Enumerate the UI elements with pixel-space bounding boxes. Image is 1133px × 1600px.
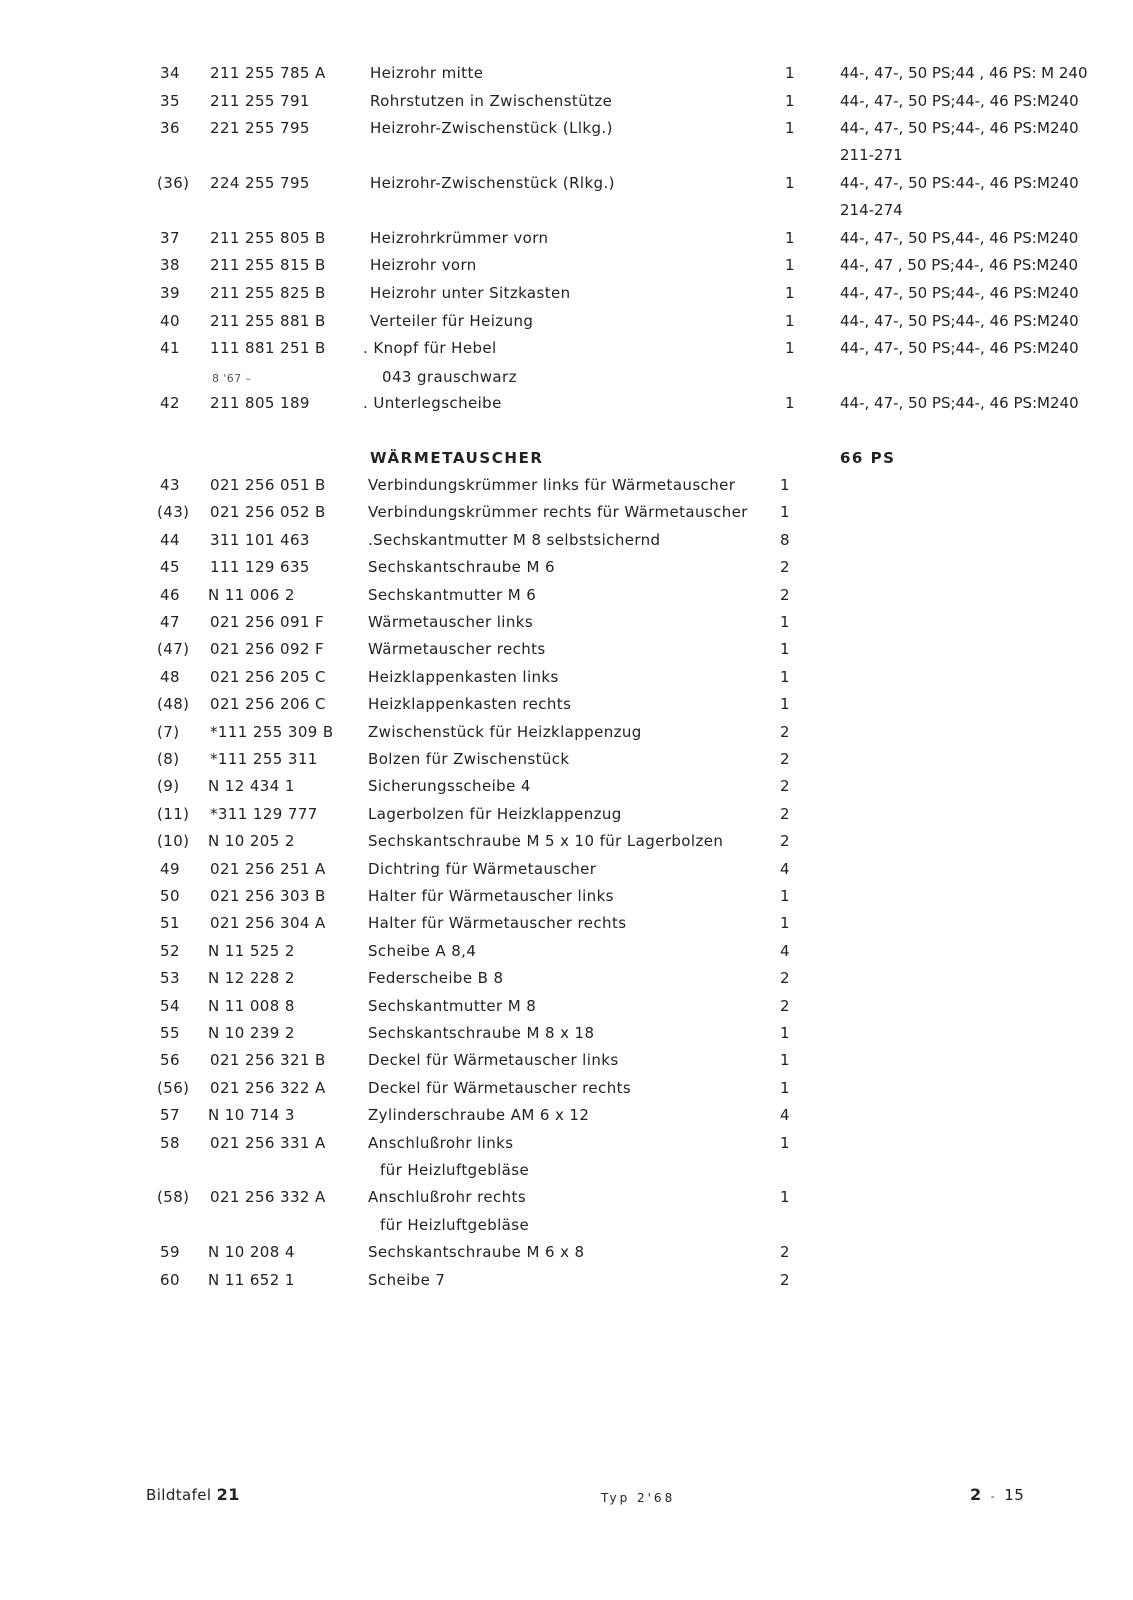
table-row xyxy=(0,941,1133,968)
part-description: Rohrstutzen in Zwischenstütze xyxy=(370,92,613,110)
table-row xyxy=(0,228,1133,255)
part-number: 211 255 805 B xyxy=(210,229,326,247)
table-row xyxy=(0,1050,1133,1077)
position-number: 54 xyxy=(160,996,180,1015)
remark: 44-, 47-, 50 PS;44-, 46 PS:M240 xyxy=(840,92,1079,110)
part-description: Heizrohr-Zwischenstück (Rlkg.) xyxy=(370,174,615,192)
quantity: 2 xyxy=(780,585,790,604)
table-row xyxy=(0,311,1133,338)
page-group: 2 xyxy=(970,1485,982,1504)
remark: 44-, 47-, 50 PS;44-, 46 PS:M240 xyxy=(840,312,1079,330)
remark: 44-, 47-, 50 PS;44-, 46 PS:M240 xyxy=(840,339,1079,357)
section-header xyxy=(0,448,1133,475)
table-row xyxy=(0,1270,1133,1297)
part-description: Deckel für Wärmetauscher links xyxy=(368,1051,619,1070)
part-description: Sechskantmutter M 6 xyxy=(368,585,537,604)
page-number xyxy=(970,1483,1024,1507)
quantity: 2 xyxy=(780,750,790,768)
position-number: (9) xyxy=(157,777,180,796)
quantity: 1 xyxy=(785,339,795,357)
quantity: 1 xyxy=(780,914,790,933)
part-description: Verteiler für Heizung xyxy=(370,312,534,330)
quantity: 8 xyxy=(780,530,790,549)
part-description: Heizrohr unter Sitzkasten xyxy=(370,284,571,302)
remark: 44-, 47-, 50 PS;44-, 46 PS:M240 xyxy=(840,394,1079,412)
part-number: N 11 652 1 xyxy=(208,1270,295,1289)
table-row-continuation xyxy=(0,145,1133,172)
section-title: WÄRMETAUSCHER xyxy=(370,449,544,467)
part-description: Zylinderschraube AM 6 x 12 xyxy=(368,1106,590,1125)
table-row xyxy=(0,667,1133,694)
section-remark: 66 PS xyxy=(840,449,896,467)
part-number: 111 129 635 xyxy=(210,558,310,577)
quantity: 1 xyxy=(780,640,790,659)
table-row xyxy=(0,1133,1133,1160)
table-row xyxy=(0,91,1133,118)
quantity: 2 xyxy=(780,558,790,577)
remark: 44-, 47-, 50 PS;44-, 46 PS:M240 xyxy=(840,284,1079,302)
position-number: (36) xyxy=(157,174,190,192)
quantity: 1 xyxy=(785,92,795,110)
plate-reference xyxy=(146,1483,240,1507)
table-row xyxy=(0,557,1133,584)
part-description-continued: für Heizluftgebläse xyxy=(380,1215,530,1234)
part-number: 021 256 251 A xyxy=(210,859,326,878)
quantity: 1 xyxy=(780,695,790,714)
table-row xyxy=(0,1023,1133,1050)
part-description: Heizklappenkasten links xyxy=(368,667,559,686)
part-number: 224 255 795 xyxy=(210,174,310,192)
part-number: N 11 008 8 xyxy=(208,996,295,1015)
part-description: Dichtring für Wärmetauscher xyxy=(368,859,597,878)
part-number: 021 256 322 A xyxy=(210,1078,326,1097)
quantity: 2 xyxy=(780,777,790,796)
part-description: Anschlußrohr rechts xyxy=(368,1188,527,1207)
table-row xyxy=(0,804,1133,831)
table-row xyxy=(0,530,1133,557)
table-row xyxy=(0,996,1133,1023)
position-number: 51 xyxy=(160,914,180,933)
quantity: 1 xyxy=(780,667,790,686)
part-description: Heizrohrkrümmer vorn xyxy=(370,229,549,247)
quantity: 1 xyxy=(785,256,795,274)
quantity: 2 xyxy=(780,804,790,823)
page-index: 15 xyxy=(1004,1486,1025,1504)
part-description: Sechskantschraube M 8 x 18 xyxy=(368,1024,595,1042)
part-number: 021 256 051 B xyxy=(210,476,326,494)
part-number: 111 881 251 B xyxy=(210,339,326,357)
part-description: Bolzen für Zwischenstück xyxy=(368,750,570,768)
part-number: 211 255 825 B xyxy=(210,284,326,302)
position-number: 38 xyxy=(160,256,180,274)
table-row xyxy=(0,639,1133,666)
table-row xyxy=(0,63,1133,90)
quantity: 1 xyxy=(780,1051,790,1070)
table-row xyxy=(0,1187,1133,1214)
part-description: .Sechskantmutter M 8 selbstsichernd xyxy=(368,530,661,549)
part-number: 021 256 205 C xyxy=(210,667,326,686)
quantity: 1 xyxy=(785,284,795,302)
part-description: Sicherungsscheibe 4 xyxy=(368,777,531,796)
quantity: 1 xyxy=(780,887,790,905)
part-description: Zwischenstück für Heizklappenzug xyxy=(368,722,642,741)
part-number: N 10 714 3 xyxy=(208,1106,295,1125)
position-number: 45 xyxy=(160,558,180,577)
position-number: 43 xyxy=(160,476,180,494)
part-number: N 12 228 2 xyxy=(208,969,295,988)
table-row-continuation xyxy=(0,1160,1133,1187)
position-number: 55 xyxy=(160,1024,180,1042)
position-number: 59 xyxy=(160,1243,180,1262)
table-row-continuation xyxy=(0,1215,1133,1242)
part-description: Wärmetauscher rechts xyxy=(368,640,546,659)
table-row xyxy=(0,968,1133,995)
position-number: (48) xyxy=(157,695,190,714)
part-number: 021 256 331 A xyxy=(210,1133,326,1152)
part-description: Heizrohr vorn xyxy=(370,256,477,274)
part-number: 311 101 463 xyxy=(210,530,310,549)
table-row xyxy=(0,393,1133,420)
position-number: (7) xyxy=(157,722,180,741)
position-number: (11) xyxy=(157,804,190,823)
quantity: 2 xyxy=(780,722,790,741)
table-row xyxy=(0,886,1133,913)
quantity: 2 xyxy=(780,1243,790,1262)
position-number: 42 xyxy=(160,394,180,412)
part-number: 021 256 304 A xyxy=(210,914,326,933)
part-number: 021 256 321 B xyxy=(210,1051,326,1070)
table-row xyxy=(0,1242,1133,1269)
part-number: 021 256 332 A xyxy=(210,1188,326,1207)
quantity: 2 xyxy=(780,996,790,1015)
position-number: 56 xyxy=(160,1051,180,1070)
page-separator: - xyxy=(990,1490,996,1503)
part-description: Halter für Wärmetauscher rechts xyxy=(368,914,627,933)
quantity: 1 xyxy=(785,394,795,412)
quantity: 1 xyxy=(785,229,795,247)
position-number: (58) xyxy=(157,1188,190,1207)
position-number: 44 xyxy=(160,530,180,549)
date-note: 8 '67 – xyxy=(212,372,252,385)
part-description: . Knopf für Hebel xyxy=(363,339,497,357)
position-number: (56) xyxy=(157,1078,190,1097)
table-row xyxy=(0,913,1133,940)
part-description: Verbindungskrümmer links für Wärmetauscher xyxy=(368,476,736,494)
table-row xyxy=(0,283,1133,310)
part-description: Sechskantschraube M 6 x 8 xyxy=(368,1243,585,1262)
part-description: Sechskantschraube M 5 x 10 für Lagerbolzen xyxy=(368,832,724,851)
position-number: 47 xyxy=(160,613,180,631)
table-row xyxy=(0,612,1133,639)
part-number: *111 255 311 xyxy=(210,750,318,768)
table-row xyxy=(0,694,1133,721)
remark-chassis-range: 214-274 xyxy=(840,201,903,219)
position-number: 49 xyxy=(160,859,180,878)
part-description: Lagerbolzen für Heizklappenzug xyxy=(368,804,622,823)
part-description: Verbindungskrümmer rechts für Wärmetauscher xyxy=(368,503,748,522)
position-number: 40 xyxy=(160,312,180,330)
position-number: 41 xyxy=(160,339,180,357)
plate-number: 21 xyxy=(216,1485,240,1504)
position-number: 35 xyxy=(160,92,180,110)
table-row xyxy=(0,502,1133,529)
position-number: (43) xyxy=(157,503,190,522)
position-number: 48 xyxy=(160,667,180,686)
part-description: Deckel für Wärmetauscher rechts xyxy=(368,1078,632,1097)
remark: 44-, 47-, 50 PS:44-, 46 PS:M240 xyxy=(840,174,1079,192)
remark: 44-, 47 , 50 PS;44-, 46 PS:M240 xyxy=(840,256,1078,274)
table-row xyxy=(0,776,1133,803)
table-row xyxy=(0,475,1133,502)
quantity: 1 xyxy=(785,119,795,137)
part-number: N 11 525 2 xyxy=(208,941,295,960)
table-row-continuation xyxy=(0,367,1133,394)
part-number: N 10 208 4 xyxy=(208,1243,295,1262)
position-number: 60 xyxy=(160,1270,180,1289)
table-row xyxy=(0,831,1133,858)
part-number: *311 129 777 xyxy=(210,804,318,823)
part-description: Scheibe A 8,4 xyxy=(368,941,477,960)
table-row xyxy=(0,255,1133,282)
plate-label: Bildtafel xyxy=(146,1486,212,1504)
position-number: 34 xyxy=(160,64,180,82)
part-number: 221 255 795 xyxy=(210,119,310,137)
part-number: 021 256 206 C xyxy=(210,695,326,714)
position-number: (10) xyxy=(157,832,190,851)
part-number: N 11 006 2 xyxy=(208,585,295,604)
remark: 44-, 47-, 50 PS;44 , 46 PS: M 240 xyxy=(840,64,1088,82)
table-row xyxy=(0,722,1133,749)
part-description: Heizrohr-Zwischenstück (Llkg.) xyxy=(370,119,613,137)
part-number: 211 805 189 xyxy=(210,394,310,412)
part-description: Halter für Wärmetauscher links xyxy=(368,887,614,905)
position-number: 37 xyxy=(160,229,180,247)
quantity: 1 xyxy=(780,1024,790,1042)
quantity: 1 xyxy=(785,174,795,192)
quantity: 2 xyxy=(780,832,790,851)
table-row xyxy=(0,338,1133,365)
position-number: 50 xyxy=(160,887,180,905)
part-number: 021 256 091 F xyxy=(210,613,325,631)
quantity: 1 xyxy=(785,312,795,330)
color-code: 043 grauschwarz xyxy=(382,368,517,386)
part-description: Heizrohr mitte xyxy=(370,64,484,82)
quantity: 1 xyxy=(780,613,790,631)
part-description: Scheibe 7 xyxy=(368,1270,446,1289)
table-row xyxy=(0,585,1133,612)
quantity: 4 xyxy=(780,1106,790,1125)
part-description: Anschlußrohr links xyxy=(368,1133,514,1152)
part-number: 211 255 791 xyxy=(210,92,310,110)
table-row xyxy=(0,859,1133,886)
remark: 44-, 47-, 50 PS,44-, 46 PS:M240 xyxy=(840,229,1079,247)
table-row xyxy=(0,118,1133,145)
position-number: 36 xyxy=(160,119,180,137)
type-label: Typ 2'68 xyxy=(601,1491,676,1505)
quantity: 1 xyxy=(785,64,795,82)
part-description: Sechskantschraube M 6 xyxy=(368,558,555,577)
part-description: . Unterlegscheibe xyxy=(363,394,502,412)
quantity: 2 xyxy=(780,969,790,988)
part-description-continued: für Heizluftgebläse xyxy=(380,1161,530,1179)
part-number: N 12 434 1 xyxy=(208,777,295,796)
part-number: *111 255 309 B xyxy=(210,722,334,741)
quantity: 1 xyxy=(780,1188,790,1207)
part-description: Sechskantmutter M 8 xyxy=(368,996,537,1015)
part-number: 021 256 092 F xyxy=(210,640,325,659)
part-number: 211 255 815 B xyxy=(210,256,326,274)
part-description: Federscheibe B 8 xyxy=(368,969,504,988)
quantity: 2 xyxy=(780,1270,790,1289)
part-number: 211 255 785 A xyxy=(210,64,326,82)
quantity: 4 xyxy=(780,941,790,960)
position-number: 58 xyxy=(160,1133,180,1152)
quantity: 1 xyxy=(780,476,790,494)
part-description: Wärmetauscher links xyxy=(368,613,534,631)
position-number: 39 xyxy=(160,284,180,302)
quantity: 4 xyxy=(780,859,790,878)
table-row xyxy=(0,1105,1133,1132)
part-number: 021 256 303 B xyxy=(210,887,326,905)
position-number: 57 xyxy=(160,1106,180,1125)
position-number: 52 xyxy=(160,941,180,960)
table-row xyxy=(0,749,1133,776)
table-row xyxy=(0,1078,1133,1105)
position-number: (8) xyxy=(157,750,180,768)
position-number: (47) xyxy=(157,640,190,659)
part-number: 211 255 881 B xyxy=(210,312,326,330)
remark-chassis-range: 211-271 xyxy=(840,146,903,164)
position-number: 46 xyxy=(160,585,180,604)
quantity: 1 xyxy=(780,1078,790,1097)
part-number: N 10 205 2 xyxy=(208,832,295,851)
remark: 44-, 47-, 50 PS;44-, 46 PS:M240 xyxy=(840,119,1079,137)
table-row xyxy=(0,173,1133,200)
part-number: 021 256 052 B xyxy=(210,503,326,522)
position-number: 53 xyxy=(160,969,180,988)
table-row-continuation xyxy=(0,200,1133,227)
quantity: 1 xyxy=(780,1133,790,1152)
part-description: Heizklappenkasten rechts xyxy=(368,695,572,714)
quantity: 1 xyxy=(780,503,790,522)
part-number: N 10 239 2 xyxy=(208,1024,295,1042)
